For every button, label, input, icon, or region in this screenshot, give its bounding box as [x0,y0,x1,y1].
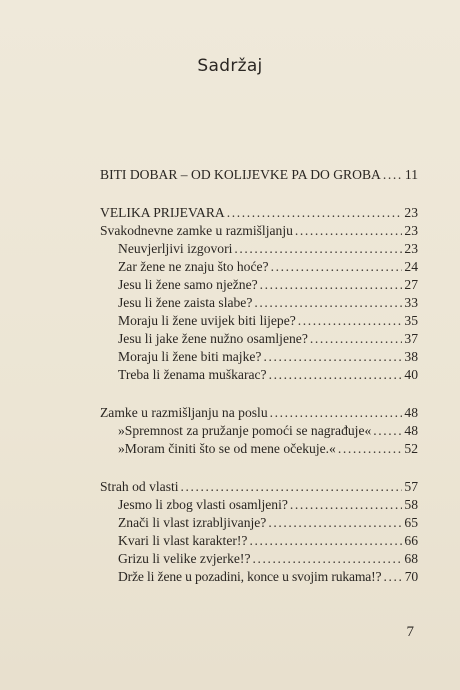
page-number: 7 [406,624,414,640]
toc-subentry [118,240,418,258]
toc-leader-dots [383,568,402,586]
toc-entry [100,478,418,496]
toc-entry-title: Moraju li žene uvijek biti lijepe? [118,313,296,328]
toc-leader-dots [263,348,402,366]
toc-entry-title: Grizu li velike zvjerke!? [118,551,251,566]
toc-subentry [118,276,418,294]
toc-subentry [118,348,418,366]
toc-entry-page: 38 [404,349,418,364]
toc-entry-page: 68 [404,551,418,566]
toc-entry-title: Jesu li žene samo nježne? [118,277,258,292]
toc-entry-title: Moraju li žene biti majke? [118,349,262,364]
toc-entry-title: Svakodnevne zamke u razmišljanju [100,223,293,238]
toc-subentry [118,366,418,384]
toc-leader-dots [290,496,403,514]
toc-entry-page: 52 [404,441,418,456]
toc-entry [100,204,418,222]
toc-subentry [118,514,418,532]
toc-leader-dots [234,240,402,258]
toc-entry-title: Jesmo li zbog vlasti osamljeni? [118,497,288,512]
toc-entry-title: »Moram činiti što se od mene očekuje.« [118,441,336,456]
toc-entry-page: 48 [404,405,418,420]
toc-leader-dots [260,276,403,294]
toc-entry-page: 23 [404,223,418,238]
toc-entry-title: Jesu li jake žene nužno osamljene? [118,331,308,346]
toc-entry-title: VELIKA PRIJEVARA [100,205,225,220]
toc-entry-page: 58 [404,497,418,512]
toc-leader-dots [268,514,402,532]
toc-entry-page: 33 [404,295,418,310]
toc-leader-dots [338,440,403,458]
toc-entry-page: 23 [404,205,418,220]
toc-subentry [118,312,418,330]
toc-entry-title: »Spremnost za pružanje pomoći se nagrađuje« [118,423,372,438]
toc-entry-page: 70 [404,569,418,584]
toc-entry-page: 37 [404,331,418,346]
toc-subentry [118,568,418,586]
toc-entry-title: Kvari li vlast karakter!? [118,533,248,548]
page-title: Sadržaj [197,56,263,76]
toc-entry [100,404,418,422]
toc-leader-dots [373,422,402,440]
toc-entry-page: 65 [404,515,418,530]
toc-entry-page: 35 [404,313,418,328]
toc-entry-page: 66 [404,533,418,548]
toc-subentry [118,440,418,458]
toc-leader-dots [295,222,403,240]
toc-leader-dots [252,550,402,568]
toc-leader-dots [249,532,402,550]
toc-subentry [118,532,418,550]
toc-entry-title: Neuvjerljivi izgovori [118,241,233,256]
toc-subentry [118,550,418,568]
toc-leader-dots [254,294,402,312]
toc-entry-title: BITI DOBAR – OD KOLIJEVKE PA DO GROBA [100,167,381,182]
toc-leader-dots [271,258,403,276]
toc-entry-page: 48 [404,423,418,438]
toc-subentry [118,496,418,514]
toc-leader-dots [269,366,403,384]
toc-entry-page: 57 [404,479,418,494]
toc-entry-page: 24 [404,259,418,274]
toc-entry-page: 27 [404,277,418,292]
toc-subentry [118,258,418,276]
toc-leader-dots [383,166,403,184]
toc-leader-dots [270,404,403,422]
toc-entry-page: 23 [404,241,418,256]
toc-subentry [118,294,418,312]
toc-entry-title: Zamke u razmišljanju na poslu [100,405,268,420]
toc-entry-title: Strah od vlasti [100,479,179,494]
toc-entry-title: Treba li ženama muškarac? [118,367,267,382]
toc-entry-page: 40 [404,367,418,382]
toc-leader-dots [310,330,403,348]
toc-entry-title: Drže li žene u pozadini, konce u svojim rukama!? [118,569,382,584]
toc-entry-title: Jesu li žene zaista slabe? [118,295,253,310]
toc-subentry [118,330,418,348]
toc-entry-page: 11 [404,167,418,182]
toc-leader-dots [227,204,403,222]
toc-leader-dots [298,312,403,330]
toc-entry [100,222,418,240]
toc-entry-title: Zar žene ne znaju što hoće? [118,259,269,274]
toc-leader-dots [181,478,403,496]
toc-subentry [118,422,418,440]
toc-entry-title: Znači li vlast izrabljivanje? [118,515,267,530]
toc-entry [100,166,418,184]
